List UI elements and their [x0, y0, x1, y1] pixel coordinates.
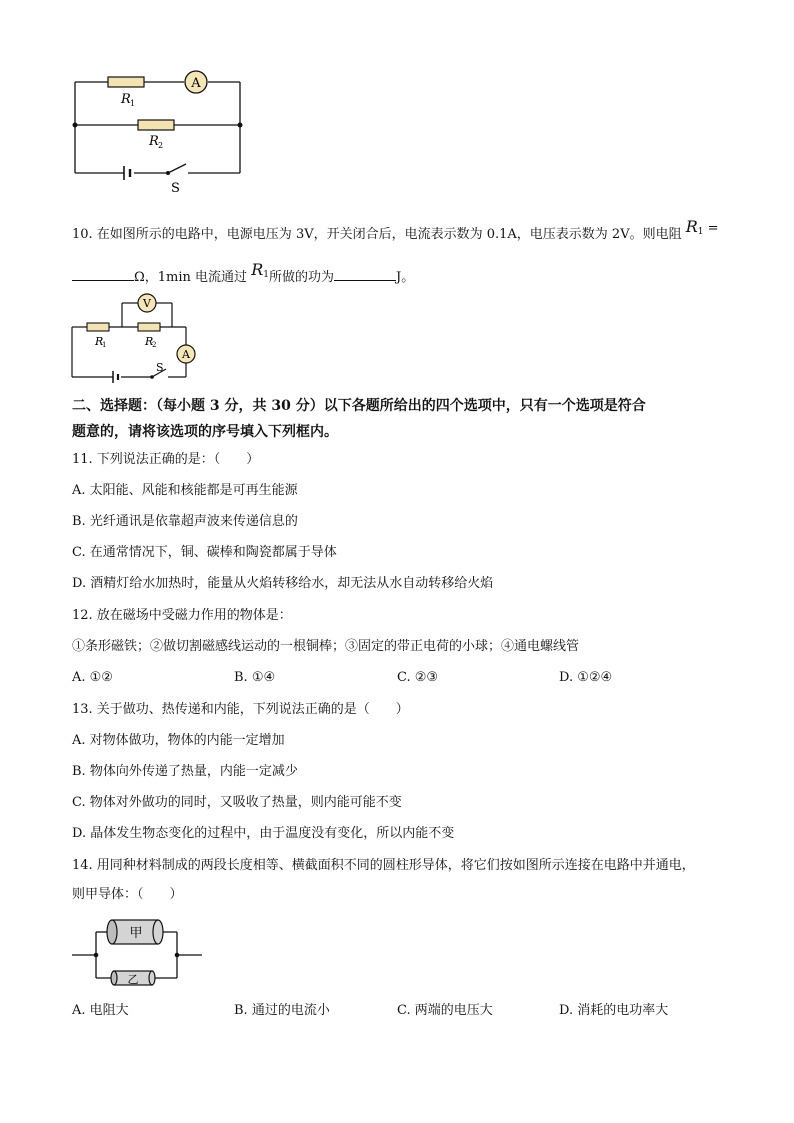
resistor-r1: [108, 77, 144, 87]
q10-line1: [72, 217, 719, 244]
q11-stem: 11. 下列说法正确的是：（ ）: [72, 452, 260, 467]
switch-label: S: [171, 181, 180, 196]
r2-sub-q10: 2: [152, 341, 157, 349]
q14-option-d[interactable]: D. 消耗的电功率大: [559, 1003, 669, 1018]
q14-option-a[interactable]: A. 电阻大: [72, 1003, 129, 1018]
conductor-a: [107, 920, 163, 944]
q14-stem-line2: 则甲导体：（ ）: [72, 887, 183, 902]
resistor-r1-q10: [87, 323, 109, 331]
q12-option-c[interactable]: C. ②③: [397, 670, 439, 685]
conductor-b: [111, 971, 155, 986]
q11-option-b[interactable]: B. 光纤通讯是依靠超声波来传递信息的: [72, 514, 298, 529]
q12-option-d[interactable]: D. ①②④: [559, 670, 613, 685]
q14-option-b[interactable]: B. 通过的电流小: [234, 1003, 330, 1018]
r1-sub: 1: [130, 99, 136, 108]
q11-option-c[interactable]: C. 在通常情况下，铜、碳棒和陶瓷都属于导体: [72, 545, 337, 560]
q12-option-b[interactable]: B. ①④: [234, 670, 276, 685]
r1-label: R: [121, 92, 131, 107]
q10-line2: [72, 260, 415, 287]
q10-unit2: J。: [395, 270, 415, 285]
ammeter-label-q10: A: [182, 348, 190, 361]
resistor-r2-q10: [138, 323, 160, 331]
answer-blank-1[interactable]: [72, 268, 134, 281]
q10-eq: =: [707, 221, 719, 236]
q11-option-a[interactable]: A. 太阳能、风能和核能都是可再生能源: [72, 483, 298, 498]
circuit-diagram-q10: [60, 290, 210, 390]
q13-option-a[interactable]: A. 对物体做功，物体的内能一定增加: [72, 733, 285, 748]
q13-option-d[interactable]: D. 晶体发生物态变化的过程中，由于温度没有变化，所以内能不变: [72, 826, 455, 841]
ammeter-label: A: [191, 76, 201, 91]
q12-option-a[interactable]: A. ①②: [72, 670, 113, 685]
switch-label-q10: S: [156, 361, 164, 374]
ammeter-icon-q10: [177, 345, 195, 363]
conductor-b-label: 乙: [127, 973, 139, 986]
q14-option-c[interactable]: C. 两端的电压大: [397, 1003, 493, 1018]
r1-label-q10: R: [95, 335, 104, 348]
r1-symbol-2-sub: 1: [263, 270, 269, 280]
q12-items: ①条形磁铁；②做切割磁感线运动的一根铜棒；③固定的带正电荷的小球；④通电螺线管: [72, 639, 580, 654]
voltmeter-icon: [138, 294, 156, 312]
section2-line1: 二、选择题：（每小题 3 分，共 30 分）以下各题所给出的四个选项中，只有一个选项是符合: [72, 398, 646, 414]
r2-label-q10: R: [145, 335, 154, 348]
r1-symbol-2: R: [251, 260, 264, 279]
r1-symbol: R: [685, 217, 698, 236]
r2-sub: 2: [158, 141, 164, 150]
q13-option-b[interactable]: B. 物体向外传递了热量，内能一定减少: [72, 764, 298, 779]
conductor-a-label: 甲: [129, 926, 143, 941]
q12-stem: 12. 放在磁场中受磁力作用的物体是：: [72, 608, 292, 623]
ammeter-icon: [185, 71, 207, 93]
answer-blank-2[interactable]: [334, 268, 396, 281]
q14-stem-line1: 14. 用同种材料制成的两段长度相等、横截面积不同的圆柱形导体，将它们按如图所示连接在电路中并通电，: [72, 858, 695, 873]
q11-option-d[interactable]: D. 酒精灯给水加热时，能量从火焰转移给水，却无法从水自动转移给火焰: [72, 576, 494, 591]
resistor-r2: [138, 120, 174, 130]
section2-line2: 题意的，请将该选项的序号填入下列框内。: [72, 424, 338, 440]
voltmeter-label: V: [143, 297, 151, 310]
q10-text: 10. 在如图所示的电路中，电源电压为 3V，开关闭合后，电流表示数为 0.1A，电压表示数为 2V。则电阻: [72, 227, 682, 242]
q10-line2-after: 所做的功为: [268, 270, 334, 285]
r1-symbol-sub: 1: [697, 227, 704, 237]
q13-stem: 13. 关于做功、热传递和内能，下列说法正确的是（ ）: [72, 702, 409, 717]
r1-sub-q10: 1: [102, 341, 107, 349]
q10-unit1: Ω，1min 电流通过: [134, 270, 248, 285]
conductor-diagram: [70, 910, 210, 995]
q13-option-c[interactable]: C. 物体对外做功的同时，又吸收了热量，则内能可能不变: [72, 795, 402, 810]
r2-label: R: [149, 134, 159, 149]
circuit-diagram-top: [60, 60, 260, 200]
